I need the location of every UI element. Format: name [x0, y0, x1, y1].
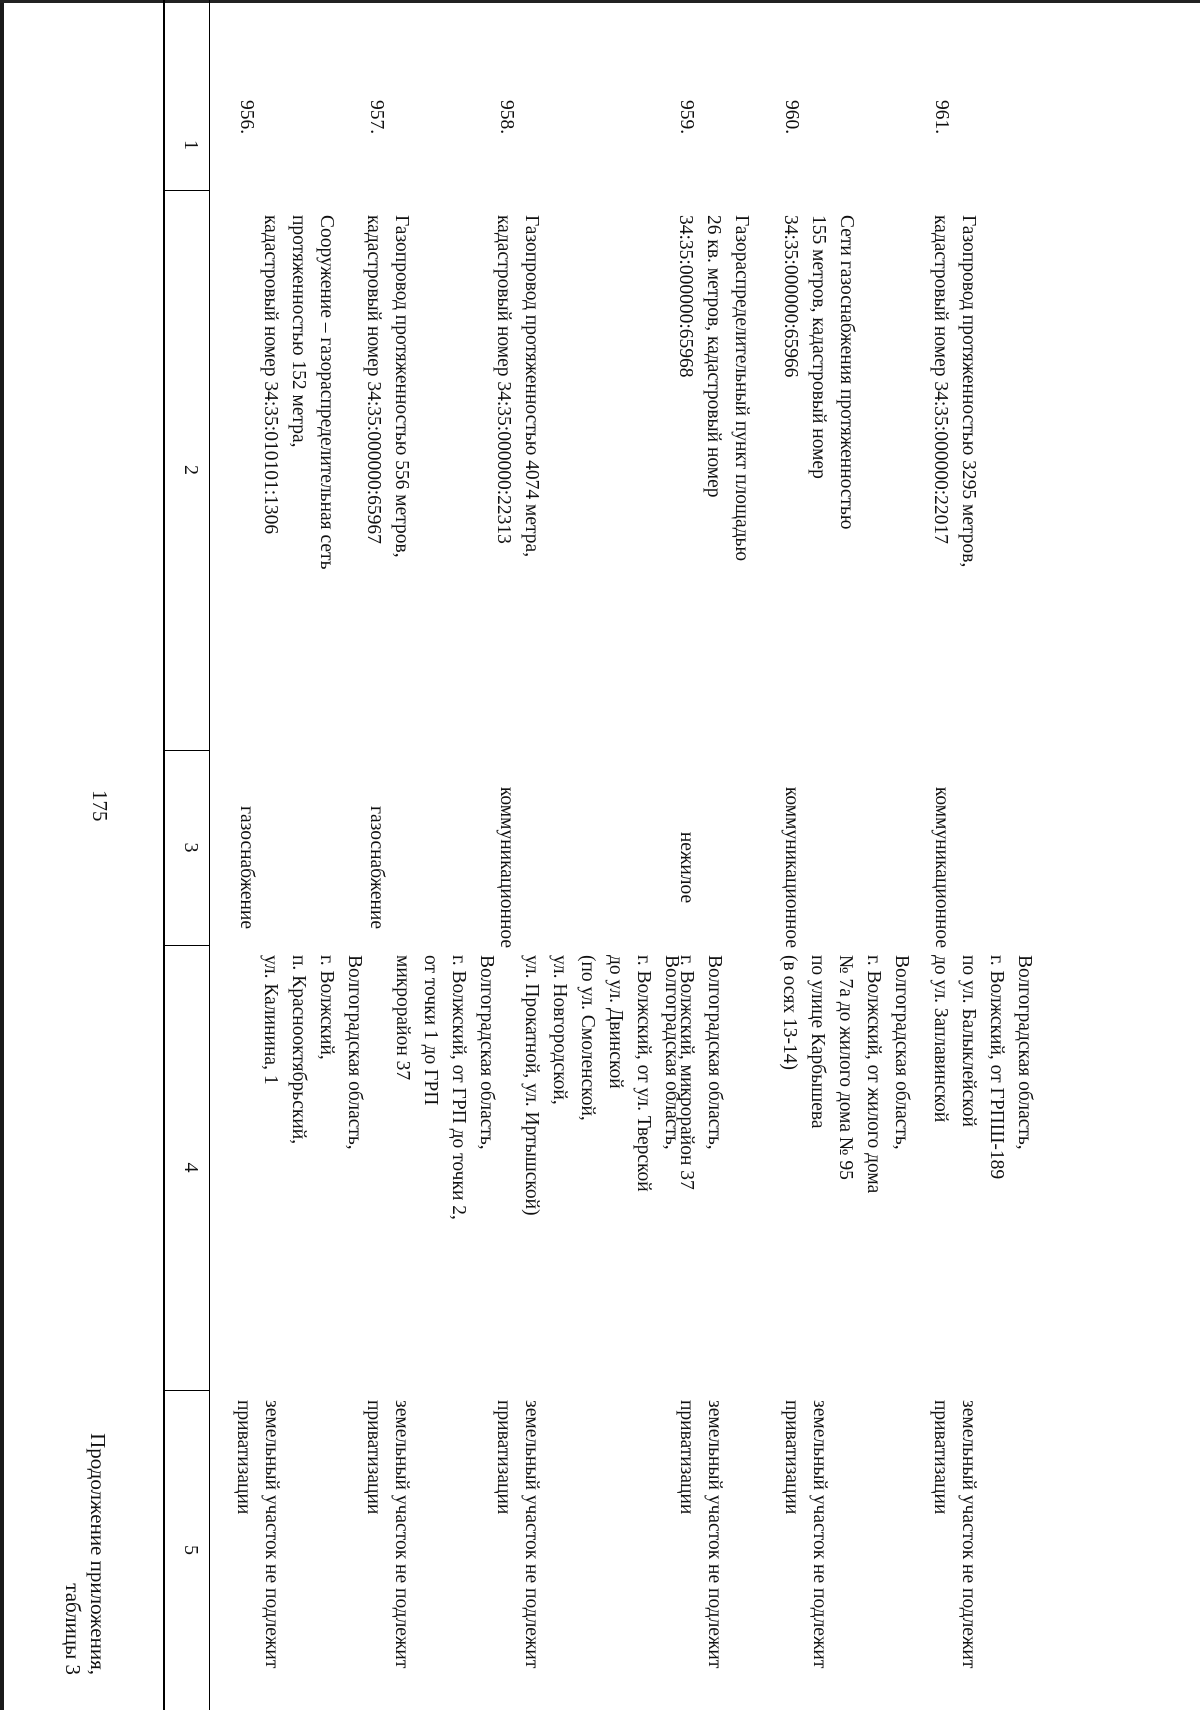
table-row-961-num: 961. — [931, 100, 952, 135]
page-number: 175 — [88, 790, 112, 822]
table-row-961-note: земельный участок не подлежит приватизации — [930, 1400, 979, 1669]
table-row-960-note: земельный участок не подлежит приватизации — [781, 1400, 830, 1669]
table-row-960-name: Сети газоснабжения протяженностью 155 метров, кадастровый номер 34:35:000000:65966 — [780, 215, 857, 530]
table-row-960-num: 960. — [781, 100, 802, 135]
table-row-958-address: Волгоградская область, г. Волжский, от ул. Тверской до ул. Двинской (по ул. Смоленской, ул. Новгородской, ул. Прокатной, ул. Иртышской) — [521, 955, 682, 1216]
table-row-958-purpose: коммуникационное — [496, 786, 517, 949]
table-row-956-note: земельный участок не подлежит приватизации — [233, 1400, 282, 1669]
table-row-961-address: Волгоградская область, г. Волжский, от ГРПШ-189 по ул. Балыклейской до ул. Заплавинской — [930, 955, 1035, 1180]
table-row-957-address: Волгоградская область, г. Волжский, от ГРП до точки 2, от точки 1 до ГРП микрорайон 37 — [392, 955, 497, 1220]
table-rule-header — [209, 0, 210, 1710]
table-row-961-name: Газопровод протяженностью 3295 метров, кадастровый номер 34:35:000000:22017 — [930, 215, 979, 568]
table-row-960-purpose: коммуникационное — [781, 786, 802, 949]
table-rule-outer — [163, 0, 165, 1710]
table-row-959-num: 959. — [676, 100, 697, 135]
table-row-958-note: земельный участок не подлежит приватизации — [493, 1400, 542, 1669]
table-row-956-address: Волгоградская область, г. Волжский, п. Краснооктябрьский, ул. Калинина, 1 — [260, 955, 365, 1150]
continuation-line-2: таблицы 3 — [61, 1583, 85, 1675]
table-row-956-purpose: газоснабжение — [236, 805, 257, 930]
table-row-958-num: 958. — [496, 100, 517, 135]
header-col-5: 5 — [180, 1545, 202, 1555]
table-row-961-purpose: коммуникационное — [931, 786, 952, 949]
table-row-958-name: Газопровод протяженностью 4074 метра, кадастровый номер 34:35:000000:22313 — [493, 215, 542, 558]
header-col-4: 4 — [180, 1162, 202, 1173]
table-row-957-note: земельный участок не подлежит приватизации — [363, 1400, 412, 1669]
header-col-1: 1 — [180, 140, 202, 150]
table-row-956-name: Сооружение – газораспределительная сеть протяженностью 152 метра, кадастровый номер 34:35:010101:1306 — [260, 215, 337, 570]
table-row-960-address: Волгоградская область, г. Волжский, от жилого дома № 7а до жилого дома № 95 по улице Карбышева (в осях 13-14) — [779, 955, 912, 1194]
table-row-959-note: земельный участок не подлежит приватизации — [676, 1400, 725, 1669]
header-col-2: 2 — [180, 465, 202, 475]
table-row-957-name: Газопровод протяженностью 556 метров, кадастровый номер 34:35:000000:65967 — [363, 215, 412, 558]
table-row-956-num: 956. — [236, 100, 257, 135]
header-col-3: 3 — [180, 842, 202, 853]
table-row-959-address: Волгоградская область, г. Волжский, микрорайон 37 — [676, 955, 725, 1190]
table-row-957-num: 957. — [366, 100, 387, 135]
table-row-959-name: Газораспределительный пункт площадью 26 кв. метров, кадастровый номер 34:35:000000:65968 — [675, 215, 752, 562]
table-row-959-purpose: нежилое — [676, 831, 697, 904]
table-row-957-purpose: газоснабжение — [366, 805, 387, 930]
continuation-line-1: Продолжение приложения, — [86, 1433, 110, 1675]
